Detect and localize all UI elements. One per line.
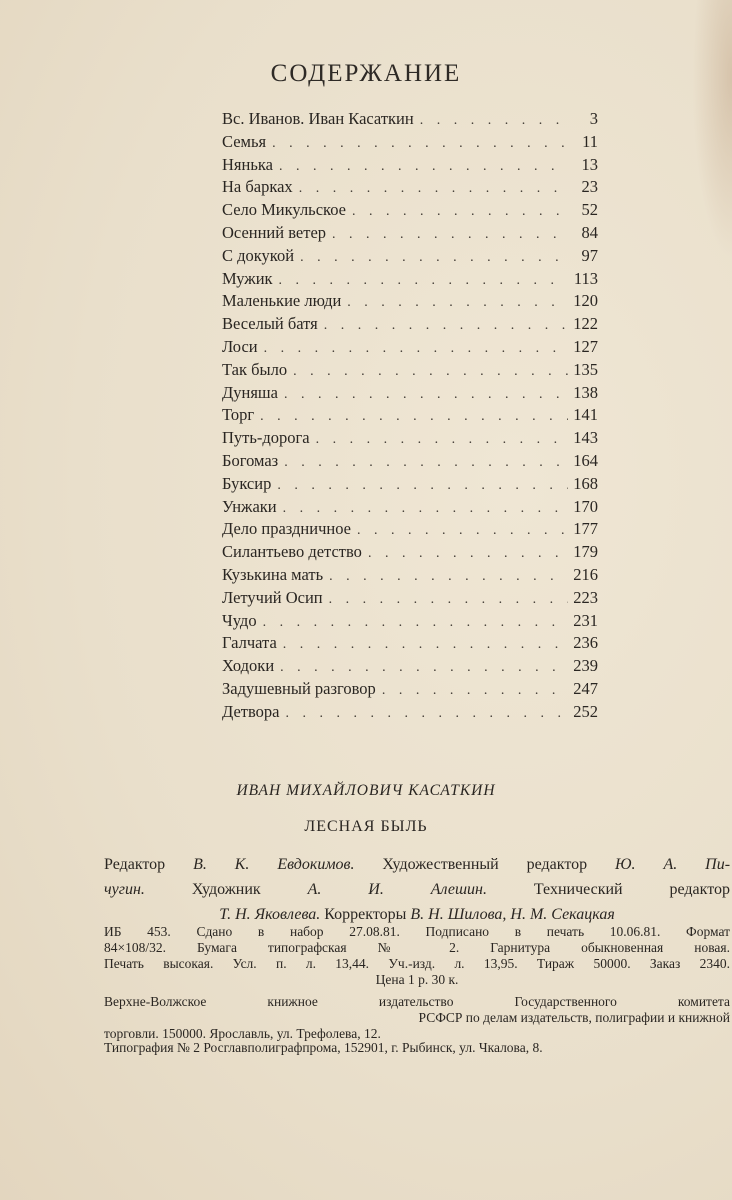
art-editor-label: Художественный редактор: [382, 856, 588, 873]
toc-entry-title: Галчата: [222, 633, 277, 653]
toc-entry-title: Путь-дорога: [222, 428, 310, 448]
credits-line-2: [104, 877, 730, 902]
toc-entry: [222, 268, 598, 291]
toc-entry-title: Ходоки: [222, 656, 275, 676]
toc-entry-page: 120: [573, 291, 598, 311]
toc-entry-title: Мужик: [222, 268, 273, 288]
toc-entry: [222, 632, 598, 655]
toc-entry: [222, 541, 598, 564]
credits-line-1: [104, 852, 730, 877]
toc-entry-page: 164: [573, 450, 598, 470]
toc-entry: [222, 701, 598, 724]
toc-entry-page: 236: [573, 633, 598, 653]
toc-entry-title: Кузькина мать: [222, 564, 324, 584]
toc-entry: [222, 655, 598, 678]
toc-entry-title: Нянька: [222, 154, 273, 174]
toc-entry-page: 223: [573, 587, 598, 607]
artist-label: Художник: [191, 881, 261, 898]
art-editor-name-part1: Ю. А. Пи-: [615, 856, 731, 873]
tech-editor-name: Т. Н. Яковлева.: [219, 906, 321, 923]
toc-entry-title: Лоси: [222, 336, 258, 356]
toc-entry-title: Семья: [222, 131, 267, 151]
imprint-line: 84×108/32. Бумага типографская № 2. Гарнитура обыкновенная новая.: [104, 940, 730, 955]
toc-leader-dots: [357, 520, 568, 543]
toc-entry-title: Дуняша: [222, 382, 278, 402]
toc-entry-page: 13: [581, 154, 598, 174]
editor-name: В. К. Евдокимов.: [193, 856, 355, 873]
toc-entry: [222, 290, 598, 313]
publisher-block: [104, 994, 730, 1042]
toc-entry-page: 216: [573, 564, 598, 584]
toc-leader-dots: [264, 338, 568, 361]
toc-entry-page: 135: [573, 359, 598, 379]
toc-entry: [222, 154, 598, 177]
toc-entry-title: Село Микульское: [222, 200, 346, 220]
toc-leader-dots: [284, 452, 568, 475]
toc-entry-title: Задушевный разговор: [222, 678, 376, 698]
toc-leader-dots: [299, 178, 568, 201]
author-name: ИВАН МИХАЙЛОВИЧ КАСАТКИН: [236, 782, 496, 799]
toc-entry-page: 252: [573, 701, 598, 721]
toc-leader-dots: [352, 201, 568, 224]
toc-leader-dots: [286, 703, 569, 726]
toc-entry: [222, 610, 598, 633]
toc-leader-dots: [293, 361, 568, 384]
toc-entry-page: 127: [573, 336, 598, 356]
toc-entry-title: На барках: [222, 177, 293, 197]
proofreaders-names: В. Н. Шилова, Н. М. Секацкая: [410, 906, 615, 923]
toc-leader-dots: [283, 498, 568, 521]
toc-entry: [222, 176, 598, 199]
toc-leader-dots: [329, 589, 568, 612]
art-editor-name-part2: чугин.: [104, 881, 145, 898]
toc-entry: [222, 199, 598, 222]
toc-entry-page: 52: [581, 200, 598, 220]
toc-entry-title: Торг: [222, 405, 255, 425]
toc-leader-dots: [280, 657, 568, 680]
toc-entry: [222, 496, 598, 519]
toc-entry-title: Летучий Осип: [222, 587, 323, 607]
toc-entry-title: Силантьево детство: [222, 542, 362, 562]
toc-leader-dots: [279, 156, 568, 179]
toc-entry: [222, 587, 598, 610]
toc-leader-dots: [263, 612, 568, 635]
toc-entry-page: 138: [573, 382, 598, 402]
imprint-block: [104, 924, 730, 988]
toc-leader-dots: [277, 475, 568, 498]
toc-entry: [222, 336, 598, 359]
toc-entry-title: Дело праздничное: [222, 519, 351, 539]
toc-entry-page: 177: [573, 519, 598, 539]
toc-title: СОДЕРЖАНИЕ: [270, 60, 462, 87]
toc-entry-title: С докукой: [222, 245, 295, 265]
toc-entry: [222, 131, 598, 154]
toc-leader-dots: [283, 634, 568, 657]
toc-leader-dots: [347, 292, 568, 315]
toc-entry: [222, 473, 598, 496]
printer-line: Типография № 2 Росглавполиграфпрома, 152901, г. Рыбинск, ул. Чкалова, 8.: [104, 1040, 543, 1055]
publisher-line: торговли. 150000. Ярославль, ул. Трефолева, 12.: [104, 1026, 381, 1041]
toc-leader-dots: [300, 247, 568, 270]
toc-entry: [222, 222, 598, 245]
toc-entry-page: 97: [581, 245, 598, 265]
artist-name: А. И. Алешин.: [307, 881, 487, 898]
toc-entry-page: 239: [573, 656, 598, 676]
book-title: ЛЕСНАЯ БЫЛЬ: [304, 818, 428, 835]
toc-leader-dots: [284, 384, 568, 407]
toc-entry: [222, 450, 598, 473]
toc-entry-page: 143: [573, 428, 598, 448]
tech-editor-label: Технический редактор: [533, 881, 730, 898]
toc-entry: [222, 108, 598, 131]
toc-entry-title: Так было: [222, 359, 288, 379]
toc-entry: [222, 245, 598, 268]
proofreaders-label: Корректоры: [324, 906, 407, 923]
toc-entry-page: 113: [573, 268, 598, 288]
toc-entry-page: 231: [573, 610, 598, 630]
toc-leader-dots: [324, 315, 568, 338]
toc-entry-page: 11: [582, 131, 598, 151]
toc-entry: [222, 382, 598, 405]
toc-list: [222, 108, 598, 724]
toc-entry-title: Вс. Иванов. Иван Касаткин: [222, 109, 414, 128]
toc-entry: [222, 427, 598, 450]
toc-entry-page: 141: [573, 405, 598, 425]
price: Цена 1 р. 30 к.: [375, 972, 459, 987]
toc-entry-page: 23: [581, 177, 598, 197]
toc-leader-dots: [420, 110, 568, 133]
toc-leader-dots: [279, 270, 568, 293]
imprint-line: Печать высокая. Усл. п. л. 13,44. Уч.-изд. л. 13,95. Тираж 50000. Заказ 2340.: [104, 956, 730, 971]
toc-leader-dots: [368, 543, 568, 566]
toc-entry-title: Детвора: [222, 701, 280, 721]
toc-entry-title: Осенний ветер: [222, 222, 327, 242]
toc-leader-dots: [316, 429, 568, 452]
toc-entry: [222, 518, 598, 541]
toc-leader-dots: [260, 406, 568, 429]
paper-stain: [692, 0, 732, 260]
publisher-line: РСФСР по делам издательств, полиграфии и книжной: [418, 1010, 730, 1025]
editor-label: Редактор: [104, 856, 166, 873]
toc-entry-page: 179: [573, 542, 598, 562]
toc-entry: [222, 678, 598, 701]
toc-entry: [222, 359, 598, 382]
toc-leader-dots: [382, 680, 568, 703]
toc-entry-title: Богомаз: [222, 450, 279, 470]
toc-leader-dots: [329, 566, 568, 589]
imprint-line: ИБ 453. Сдано в набор 27.08.81. Подписано в печать 10.06.81. Формат: [104, 924, 730, 939]
toc-entry-page: 170: [573, 496, 598, 516]
toc-entry-page: 247: [573, 678, 598, 698]
toc-leader-dots: [272, 133, 568, 156]
toc-entry: [222, 404, 598, 427]
toc-leader-dots: [332, 224, 568, 247]
toc-entry-title: Унжаки: [222, 496, 277, 516]
toc-entry: [222, 564, 598, 587]
toc-entry-page: 168: [573, 473, 598, 493]
publisher-line: Верхне-Волжское книжное издательство Государственного комитета: [104, 994, 730, 1009]
toc-entry-title: Чудо: [222, 610, 257, 630]
toc-entry: [222, 313, 598, 336]
toc-entry-title: Веселый батя: [222, 314, 318, 334]
credits: [104, 852, 730, 927]
toc-entry-page: 3: [589, 109, 598, 128]
toc-entry-page: 84: [581, 222, 598, 242]
toc-entry-title: Маленькие люди: [222, 291, 342, 311]
toc-entry-title: Буксир: [222, 473, 272, 493]
toc-entry-page: 122: [573, 314, 598, 334]
